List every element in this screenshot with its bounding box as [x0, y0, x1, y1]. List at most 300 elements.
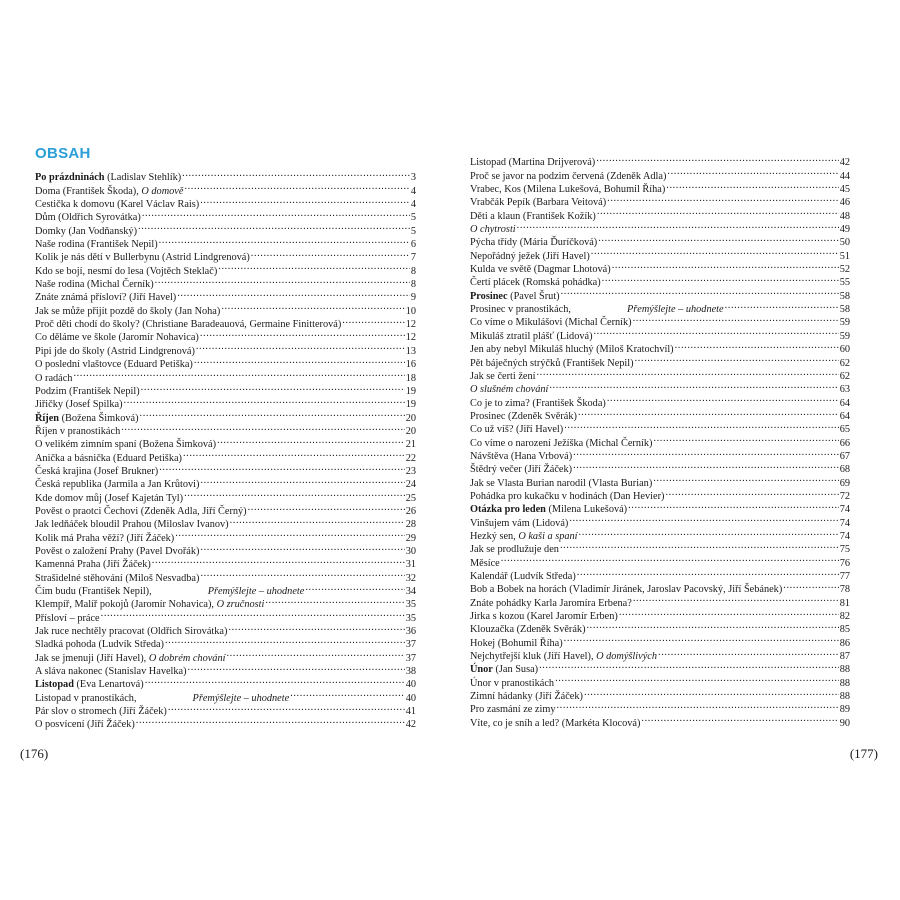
- leader-dots: [73, 367, 404, 380]
- entry-text: Jiřičky (Josef Spilka): [35, 399, 123, 411]
- entry-text: Kamenná Praha (Jiří Žáček): [35, 559, 151, 571]
- leader-dots: [188, 661, 405, 674]
- entry-title: [35, 372, 72, 385]
- entry-page: 28: [405, 519, 416, 531]
- leader-dots: [633, 312, 839, 325]
- leader-dots: [200, 327, 405, 340]
- leader-dots: [569, 512, 838, 525]
- leader-dots: [517, 219, 839, 232]
- entry-title: [470, 423, 563, 436]
- entry-text: Mikuláš ztratil plášť (Lidová): [470, 330, 593, 342]
- entry-title: [470, 717, 640, 730]
- entry-page: 24: [405, 479, 416, 491]
- entry-riddle: Přemýšlejte – uhodnete: [626, 304, 724, 316]
- entry-title: [35, 692, 137, 705]
- leader-dots: [587, 619, 839, 632]
- entry-text: Nejchytřejší kluk (Jiří Havel),: [470, 651, 597, 663]
- entry-text: Jak se čerti žení: [470, 370, 536, 382]
- toc-entry: [470, 552, 850, 569]
- leader-dots: [138, 220, 410, 233]
- entry-text: A sláva nakonec (Stanislav Havelka): [35, 666, 187, 678]
- entry-text: Proč se javor na podzim červená (Zdeněk Adla): [470, 170, 667, 182]
- entry-page: 5: [410, 225, 416, 237]
- page-number-left: (176): [20, 746, 49, 761]
- entry-text: Přísloví – práce: [35, 612, 100, 624]
- entry-page: 66: [839, 437, 850, 449]
- entry-title: [35, 305, 220, 318]
- section-title: Únor: [470, 664, 493, 676]
- section-title: Prosinec: [470, 290, 508, 302]
- leader-dots: [200, 474, 404, 487]
- entry-text: Jak se Vlasta Burian narodil (Vlasta Burian): [470, 477, 653, 489]
- entry-page: 20: [405, 412, 416, 424]
- entry-title: [35, 345, 195, 358]
- entry-page: 22: [405, 452, 416, 464]
- entry-page: 12: [405, 319, 416, 331]
- entry-page: 37: [405, 639, 416, 651]
- leader-dots: [577, 566, 839, 579]
- entry-page: 45: [839, 184, 850, 196]
- leader-dots: [501, 552, 839, 565]
- entry-text: Dům (Oldřich Syrovátka): [35, 212, 141, 224]
- entry-title: [35, 532, 174, 545]
- entry-title: [470, 156, 595, 169]
- entry-page: 50: [839, 237, 850, 249]
- leader-dots: [667, 165, 838, 178]
- entry-theme: O dobrém chování: [148, 652, 226, 664]
- entry-title: [35, 185, 183, 198]
- section-title: Otázka pro leden: [470, 504, 546, 516]
- entry-text: (Eva Lenartová): [73, 679, 144, 691]
- entry-title: [35, 505, 247, 518]
- entry-text: Listopad v pranostikách,: [35, 692, 137, 704]
- entry-text: Jen aby nebyl Mikuláš hluchý (Miloš Kratochvíl): [470, 344, 674, 356]
- entry-title: [470, 330, 593, 343]
- leader-dots: [597, 205, 839, 218]
- entry-title: [35, 638, 164, 651]
- entry-page: 58: [839, 304, 850, 316]
- leader-dots: [641, 712, 838, 725]
- leader-dots: [265, 594, 404, 607]
- entry-title: [35, 211, 141, 224]
- entry-text: O radách: [35, 372, 73, 384]
- entry-text: Jak ledňáček bloudil Prahou (Miloslav Ivanov): [35, 519, 229, 531]
- leader-dots: [536, 366, 838, 379]
- entry-page: 35: [405, 599, 416, 611]
- entry-page: 81: [839, 597, 850, 609]
- entry-text: Jirka s kozou (Karel Jaromír Erben): [470, 611, 618, 623]
- entry-page: 51: [839, 250, 850, 262]
- leader-dots: [633, 592, 839, 605]
- entry-title: [35, 678, 144, 691]
- entry-page: 69: [839, 477, 850, 489]
- entry-text: Znáte známá přísloví? (Jiří Havel): [35, 292, 177, 304]
- entry-title: [35, 225, 137, 238]
- entry-text: Podzim (František Nepil): [35, 385, 140, 397]
- entry-page: 64: [839, 410, 850, 422]
- leader-dots: [217, 434, 405, 447]
- entry-title: [470, 250, 590, 263]
- entry-title: [35, 478, 199, 491]
- leader-dots: [184, 180, 409, 193]
- entry-page: 88: [839, 691, 850, 703]
- leader-dots: [218, 260, 410, 273]
- entry-title: [35, 585, 152, 598]
- entry-title: [35, 465, 158, 478]
- leader-dots: [196, 340, 405, 353]
- leader-dots: [200, 194, 410, 207]
- entry-text: Vrabčák Pepík (Barbara Veitová): [470, 197, 607, 209]
- entry-page: 76: [839, 557, 850, 569]
- entry-text: Nepořádný ježek (Jiří Havel): [470, 250, 590, 262]
- entry-title: [470, 196, 606, 209]
- entry-page: 74: [839, 504, 850, 516]
- entry-title: [470, 463, 572, 476]
- entry-text: Co je to zima? (František Škoda): [470, 397, 606, 409]
- entry-text: Pro zasmání ze zimy: [470, 704, 556, 716]
- leader-dots: [200, 541, 404, 554]
- entry-text: (Ladislav Stehlík): [104, 172, 182, 184]
- entry-title: [470, 663, 538, 676]
- entry-page: 65: [839, 424, 850, 436]
- section-title: Listopad: [35, 679, 74, 691]
- entry-page: 8: [410, 279, 416, 291]
- entry-text: Měsíce: [470, 557, 500, 569]
- leader-dots: [725, 299, 839, 312]
- leader-dots: [159, 461, 404, 474]
- entry-text: Pověst o praotci Čechovi (Zdeněk Adla, Jiří Černý): [35, 505, 247, 517]
- leader-dots: [557, 699, 839, 712]
- leader-dots: [124, 394, 405, 407]
- entry-page: 20: [405, 425, 416, 437]
- entry-text: Česká krajina (Josef Brukner): [35, 465, 159, 477]
- entry-title: [470, 703, 556, 716]
- entry-text: Hokej (Bohumil Říha): [470, 637, 563, 649]
- entry-text: Cestička k domovu (Karel Václav Rais): [35, 199, 200, 211]
- entry-text: Anička a básnička (Eduard Petiška): [35, 452, 182, 464]
- entry-page: 62: [839, 370, 850, 382]
- leader-dots: [248, 501, 405, 514]
- leader-dots: [594, 325, 839, 338]
- entry-title: [470, 223, 516, 236]
- entry-page: 62: [839, 357, 850, 369]
- leader-dots: [602, 272, 839, 285]
- leader-dots: [194, 354, 405, 367]
- leader-dots: [101, 607, 405, 620]
- entry-page: 78: [839, 584, 850, 596]
- leader-dots: [665, 486, 838, 499]
- leader-dots: [136, 714, 405, 727]
- entry-page: 18: [405, 372, 416, 384]
- entry-title: [470, 236, 597, 249]
- entry-title: [470, 557, 500, 570]
- entry-title: [470, 477, 652, 490]
- entry-text: Strašidelné stěhování (Miloš Nesvadba): [35, 572, 200, 584]
- leader-dots: [221, 300, 404, 313]
- leader-dots: [155, 274, 410, 287]
- leader-dots: [573, 459, 839, 472]
- entry-text: Kdo se bojí, nesmí do lesa (Vojtěch Steklač): [35, 265, 218, 277]
- leader-dots: [653, 432, 838, 445]
- entry-page: 52: [839, 264, 850, 276]
- leader-dots: [579, 526, 839, 539]
- entry-text: Sladká pohoda (Ludvík Středa): [35, 639, 164, 651]
- leader-dots: [573, 446, 839, 459]
- entry-text: Co víme o narození Ježíška (Michal Černík): [470, 437, 653, 449]
- entry-page: 64: [839, 397, 850, 409]
- leader-dots: [168, 701, 405, 714]
- leader-dots: [141, 381, 405, 394]
- entry-title: [35, 331, 199, 344]
- leader-dots: [305, 581, 404, 594]
- entry-page: 34: [405, 586, 416, 597]
- entry-theme: O domýšlivých: [596, 651, 658, 663]
- entry-text: Bob a Bobek na horách (Vladimír Jiránek, Jaroslav Pacovský, Jiří Šebánek): [470, 584, 783, 596]
- entry-page: 30: [405, 545, 416, 557]
- entry-text: Co už víš? (Jiří Havel): [470, 424, 564, 436]
- entry-title: [470, 637, 563, 650]
- leader-dots: [200, 567, 404, 580]
- leader-dots: [584, 686, 839, 699]
- entry-text: Domky (Jan Vodňanský): [35, 225, 138, 237]
- entry-page: 25: [405, 492, 416, 504]
- entry-page: 59: [839, 330, 850, 342]
- leader-dots: [578, 406, 839, 419]
- entry-page: 6: [410, 239, 416, 251]
- leader-dots: [539, 659, 839, 672]
- entry-text: Pár slov o stromech (Jiří Žáček): [35, 706, 167, 718]
- entry-page: 58: [839, 290, 850, 302]
- entry-page: 7: [410, 252, 416, 264]
- entry-title: [470, 170, 666, 183]
- entry-page: 10: [405, 305, 416, 317]
- leader-dots: [183, 447, 405, 460]
- entry-text: Únor v pranostikách: [470, 677, 555, 689]
- entry-page: 72: [839, 490, 850, 502]
- leader-dots: [230, 514, 405, 527]
- toc-entry: [470, 566, 850, 582]
- leader-dots: [121, 421, 404, 434]
- entry-page: 88: [839, 664, 850, 676]
- toc-left-column: [35, 167, 416, 731]
- entry-text: Kalendář (Ludvík Středa): [470, 571, 576, 582]
- entry-text: Pět báječných strýčků (František Nepil): [470, 357, 634, 369]
- entry-text: Kulda ve světě (Dagmar Lhotová): [470, 264, 611, 276]
- entry-title: [35, 291, 176, 304]
- entry-page: 16: [405, 359, 416, 371]
- entry-page: 74: [839, 517, 850, 529]
- entry-text: Děti a klaun (František Kožík): [470, 210, 596, 222]
- entry-text: Pýcha třídy (Mária Ďuríčková): [470, 237, 598, 249]
- entry-text: (Pavel Šrut): [507, 290, 560, 302]
- entry-page: 86: [839, 637, 850, 649]
- leader-dots: [564, 419, 838, 432]
- entry-text: Kolik má Praha věží? (Jiří Žáček): [35, 532, 175, 544]
- entry-text: Klouzačka (Zdeněk Svěrák): [470, 624, 586, 636]
- entry-text: Listopad (Martina Drijverová): [470, 157, 596, 169]
- entry-title: [35, 398, 123, 411]
- entry-text: Co víme o Mikulášovi (Michal Černík): [470, 317, 632, 329]
- entry-page: 23: [405, 465, 416, 477]
- entry-title: [470, 517, 568, 530]
- leader-dots: [145, 674, 405, 687]
- entry-page: 8: [410, 265, 416, 277]
- entry-title: [470, 597, 632, 610]
- section-title: Po prázdninách: [35, 172, 105, 184]
- entry-text: Říjen v pranostikách: [35, 425, 121, 437]
- page-number-right: (177): [849, 746, 878, 761]
- entry-theme: O domově: [141, 185, 184, 197]
- leader-dots: [251, 247, 410, 260]
- entry-page: 42: [405, 719, 416, 731]
- entry-title: [470, 370, 535, 383]
- leader-dots: [142, 207, 410, 220]
- entry-page: 26: [405, 505, 416, 517]
- toc-entry: [35, 167, 416, 184]
- leader-dots: [228, 621, 404, 634]
- entry-title: [35, 572, 199, 585]
- leader-dots: [607, 392, 839, 405]
- entry-text: Kde domov můj (Josef Kajetán Tyl): [35, 492, 184, 504]
- entry-page: 13: [405, 345, 416, 357]
- entry-text: Naše rodina (Michal Černík): [35, 279, 154, 291]
- entry-theme: O zručnosti: [216, 599, 265, 611]
- entry-page: 19: [405, 399, 416, 411]
- entry-page: 88: [839, 677, 850, 689]
- entry-page: 48: [839, 210, 850, 222]
- entry-text: Vinšujem vám (Lidová): [470, 517, 569, 529]
- entry-title: [35, 492, 183, 505]
- entry-title: [470, 290, 560, 303]
- entry-page: 37: [405, 652, 416, 664]
- entry-text: Co děláme ve škole (Jaromír Nohavica): [35, 332, 199, 344]
- entry-page: 40: [405, 692, 416, 704]
- entry-text: Hezký sen,: [470, 530, 519, 542]
- leader-dots: [290, 687, 405, 700]
- entry-page: 89: [839, 704, 850, 716]
- entry-page: 35: [405, 612, 416, 624]
- leader-dots: [152, 554, 405, 567]
- leader-dots: [184, 487, 405, 500]
- entry-page: 29: [405, 532, 416, 544]
- leader-dots: [596, 152, 838, 165]
- entry-text: Jak se jmenuji (Jiří Havel),: [35, 652, 149, 664]
- entry-title: [470, 677, 554, 690]
- entry-title: [470, 410, 577, 423]
- leader-dots: [675, 339, 839, 352]
- leader-dots: [607, 192, 839, 205]
- entry-page: 59: [839, 317, 850, 329]
- entry-text: (Božena Šimková): [59, 412, 139, 424]
- leader-dots: [342, 314, 404, 327]
- entry-page: 74: [839, 530, 850, 542]
- entry-text: Vrabec, Kos (Milena Lukešová, Bohumil Říha): [470, 184, 666, 196]
- entry-title: [470, 303, 571, 316]
- entry-text: Pověst o založení Prahy (Pavel Dvořák): [35, 545, 200, 557]
- toc-entry: [470, 152, 850, 169]
- leader-dots: [165, 634, 405, 647]
- entry-page: 32: [405, 572, 416, 584]
- entry-page: 49: [839, 224, 850, 236]
- entry-page: 55: [839, 277, 850, 289]
- entry-title: [35, 558, 151, 571]
- entry-text: Jak se může přijít pozdě do školy (Jan Noha): [35, 305, 221, 317]
- toc-entry: [35, 381, 416, 397]
- leader-dots: [177, 287, 410, 300]
- entry-riddle: Přemýšlejte – uhodnete: [192, 692, 290, 704]
- leader-dots: [628, 499, 839, 512]
- entry-riddle: Přemýšlejte – uhodnete: [207, 586, 305, 597]
- leader-dots: [635, 352, 839, 365]
- entry-text: Návštěva (Hana Vrbová): [470, 450, 573, 462]
- entry-page: 63: [839, 384, 850, 396]
- entry-title: [35, 238, 158, 251]
- leader-dots: [653, 472, 838, 485]
- entry-text: Víte, co je sníh a led? (Markéta Klocová): [470, 717, 641, 729]
- entry-page: 90: [839, 717, 850, 729]
- toc-entry: [470, 219, 850, 236]
- entry-text: Čertí plácek (Romská pohádka): [470, 277, 601, 289]
- entry-page: 12: [405, 332, 416, 344]
- entry-page: 41: [405, 706, 416, 718]
- leader-dots: [564, 632, 839, 645]
- entry-theme: O slušném chování: [470, 384, 549, 396]
- entry-text: Proč děti chodí do školy? (Christiane Baradeauová, Germaine Finitterová): [35, 319, 342, 331]
- leader-dots: [666, 179, 838, 192]
- leader-dots: [598, 232, 838, 245]
- entry-page: 42: [839, 157, 850, 169]
- leader-dots: [783, 579, 838, 592]
- contents-heading: OBSAH: [35, 145, 91, 162]
- entry-title: [35, 171, 181, 184]
- toc-entry: [470, 232, 850, 249]
- entry-page: 68: [839, 464, 850, 476]
- entry-text: Prosinec (Zdeněk Svěrák): [470, 410, 577, 422]
- entry-page: 9: [410, 292, 416, 304]
- entry-page: 82: [839, 611, 850, 623]
- entry-page: 4: [410, 199, 416, 211]
- entry-title: [470, 263, 611, 276]
- entry-page: 31: [405, 559, 416, 571]
- leader-dots: [159, 234, 410, 247]
- entry-page: 4: [410, 185, 416, 197]
- entry-page: 85: [839, 624, 850, 636]
- entry-title: [35, 425, 120, 438]
- entry-text: O poslední vlaštovce (Eduard Petiška): [35, 359, 193, 371]
- leader-dots: [612, 259, 839, 272]
- entry-text: Naše rodina (František Nepil): [35, 239, 158, 251]
- leader-dots: [619, 606, 839, 619]
- entry-page: 46: [839, 197, 850, 209]
- entry-title: [35, 278, 154, 291]
- leader-dots: [560, 539, 839, 552]
- entry-text: Doma (František Škoda),: [35, 185, 142, 197]
- entry-title: [35, 718, 135, 731]
- toc-right-column: [470, 152, 850, 729]
- entry-page: 40: [405, 679, 416, 691]
- leader-dots: [226, 647, 404, 660]
- entry-page: 3: [410, 172, 416, 184]
- leader-dots: [561, 285, 839, 298]
- entry-page: 38: [405, 666, 416, 678]
- entry-text: Čím budu (František Nepil),: [35, 586, 152, 597]
- entry-page: 75: [839, 544, 850, 556]
- entry-page: 44: [839, 170, 850, 182]
- entry-text: Jak ruce nechtěly pracovat (Oldřich Sirovátka): [35, 626, 228, 638]
- entry-title: [470, 570, 576, 583]
- leader-dots: [175, 527, 404, 540]
- entry-text: O posvícení (Jiří Žáček): [35, 719, 135, 731]
